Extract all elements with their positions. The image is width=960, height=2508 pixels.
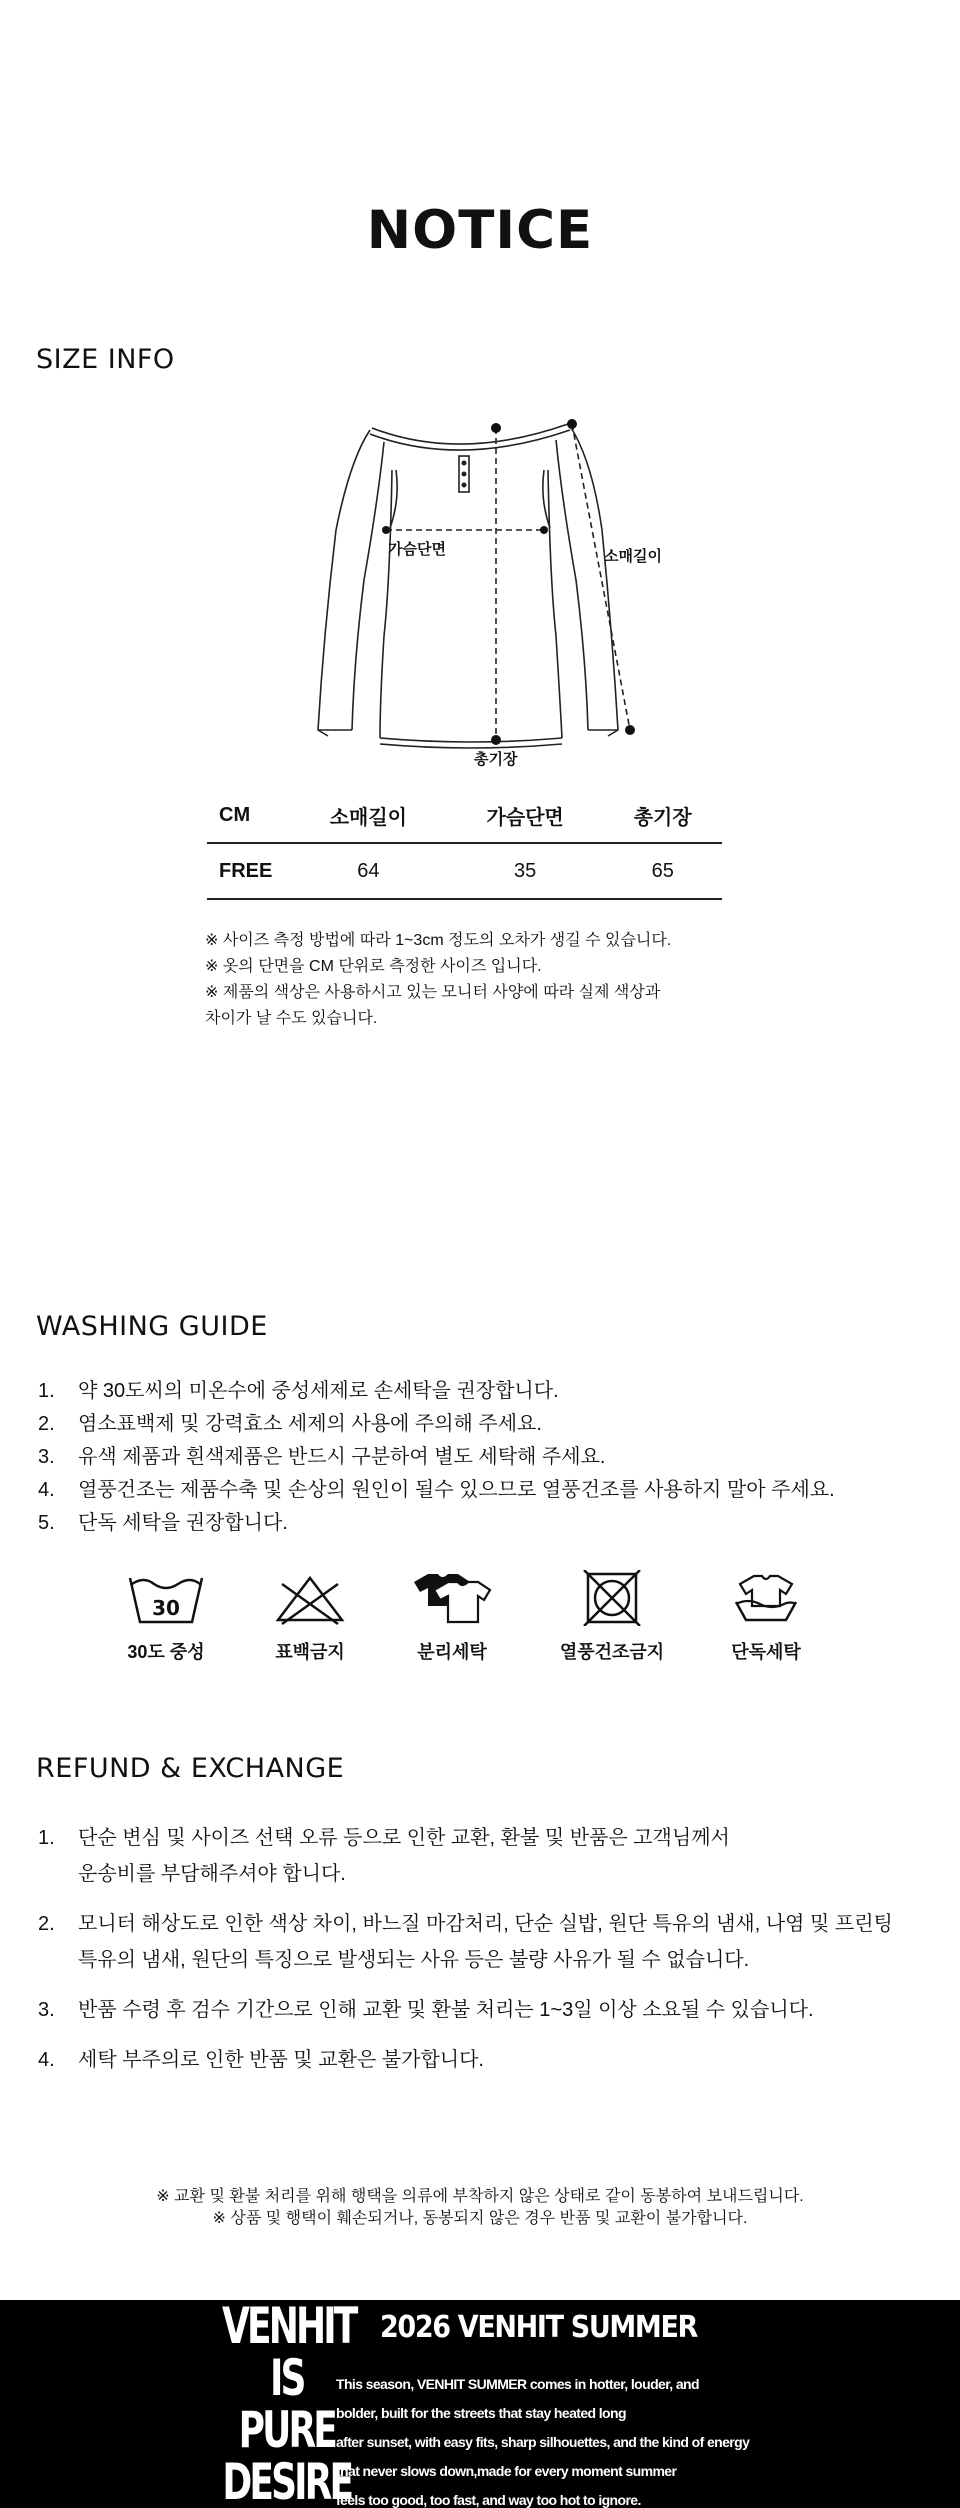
garment-size-diagram bbox=[300, 400, 660, 780]
no-bleach-icon bbox=[268, 1570, 352, 1626]
banner-body bbox=[336, 2370, 776, 2508]
sleeve-label: 소매길이 bbox=[604, 548, 662, 565]
size-note: 차이가 날 수도 있습니다. bbox=[205, 1010, 378, 1027]
logo-line: IS bbox=[270, 2349, 304, 2407]
size-table-cell: 64 bbox=[290, 843, 447, 899]
list-number: 3. bbox=[38, 1446, 55, 1468]
list-number: 2. bbox=[38, 1413, 55, 1435]
list-item bbox=[38, 1992, 918, 2028]
wash-icon-label: 30도 중성 bbox=[127, 1642, 205, 1662]
list-text: 단순 변심 및 사이즈 선택 오류 등으로 인한 교환, 환불 및 반품은 고객님께서 bbox=[78, 1827, 730, 1849]
list-number: 1. bbox=[38, 1827, 55, 1849]
banner-line: feels too good, too fast, and way too hot to ignore. bbox=[336, 2492, 641, 2508]
refund-footnote: ※ 교환 및 환불 처리를 위해 행택을 의류에 부착하지 않은 상태로 같이 동봉하여 보내드립니다. bbox=[156, 2188, 804, 2205]
size-table-header-cell: CM bbox=[207, 788, 290, 843]
list-text: 약 30도씨의 미온수에 중성세제로 손세탁을 권장합니다. bbox=[78, 1380, 559, 1402]
summer-banner bbox=[0, 2300, 960, 2508]
list-item bbox=[38, 2042, 918, 2078]
size-info-heading: SIZE INFO bbox=[36, 344, 175, 375]
notice-title: NOTICE bbox=[366, 200, 594, 261]
refund-footnote: ※ 상품 및 행택이 훼손되거나, 동봉되지 않은 경우 반품 및 교환이 불가합니다. bbox=[212, 2210, 748, 2227]
list-item bbox=[38, 1507, 918, 1540]
logo-line: PURE bbox=[238, 2401, 336, 2459]
list-text: 반품 수령 후 검수 기간으로 인해 교환 및 환불 처리는 1~3일 이상 소요될 수 있습니다. bbox=[78, 1999, 814, 2021]
banner-line: This season, VENHIT SUMMER comes in hotter, louder, and bbox=[336, 2376, 699, 2392]
logo-line: VENHIT bbox=[222, 2300, 356, 2355]
no-bleach-item bbox=[250, 1570, 370, 1664]
banner-line: that never slows down,made for every moment summer bbox=[336, 2463, 677, 2479]
list-text: 유색 제품과 흰색제품은 반드시 구분하여 별도 세탁해 주세요. bbox=[78, 1446, 606, 1468]
wash-icon-label: 열풍건조금지 bbox=[559, 1642, 665, 1662]
size-table-header-cell: 가슴단면 bbox=[447, 788, 604, 843]
list-text: 열풍건조는 제품수축 및 손상의 원인이 될수 있으므로 열풍건조를 사용하지 말아 주세요. bbox=[78, 1479, 835, 1501]
list-item bbox=[38, 1474, 918, 1507]
list-item bbox=[38, 1820, 918, 1892]
wash-alone-item bbox=[706, 1570, 826, 1664]
list-number: 2. bbox=[38, 1913, 55, 1935]
list-number: 5. bbox=[38, 1512, 55, 1534]
no-tumble-dry-icon bbox=[570, 1570, 654, 1626]
list-number: 4. bbox=[38, 2049, 55, 2071]
no-tumble-dry-item bbox=[552, 1570, 672, 1664]
size-note: ※ 옷의 단면을 CM 단위로 측정한 사이즈 입니다. bbox=[205, 958, 542, 975]
wash-30-item bbox=[106, 1570, 226, 1664]
refund-footnotes bbox=[0, 2186, 960, 2230]
size-table-cell: 35 bbox=[447, 843, 604, 899]
size-table-row bbox=[207, 843, 722, 899]
washing-icons bbox=[100, 1570, 840, 1660]
size-note: ※ 사이즈 측정 방법에 따라 1~3cm 정도의 오차가 생길 수 있습니다. bbox=[205, 932, 672, 949]
wash-alone-icon bbox=[724, 1570, 808, 1626]
washing-guide-heading: WASHING GUIDE bbox=[36, 1311, 268, 1342]
list-item bbox=[38, 1408, 918, 1441]
separate-wash-icon bbox=[410, 1570, 494, 1626]
size-table-header-cell: 소매길이 bbox=[290, 788, 447, 843]
size-table-header-cell: 총기장 bbox=[603, 788, 722, 843]
chest-label: 가슴단면 bbox=[388, 541, 446, 558]
size-table-header bbox=[207, 788, 722, 843]
banner-line: bolder, built for the streets that stay heated long bbox=[336, 2405, 626, 2421]
banner-line: after sunset, with easy fits, sharp silhouettes, and the kind of energy bbox=[336, 2434, 750, 2450]
list-text: 세탁 부주의로 인한 반품 및 교환은 불가합니다. bbox=[78, 2049, 484, 2071]
list-number: 1. bbox=[38, 1380, 55, 1402]
separate-wash-item bbox=[392, 1570, 512, 1664]
refund-heading: REFUND & EXCHANGE bbox=[36, 1753, 345, 1784]
list-item bbox=[38, 1441, 918, 1474]
list-text: 단독 세탁을 권장합니다. bbox=[78, 1512, 288, 1534]
size-notes bbox=[205, 928, 765, 1032]
wash-icon-label: 단독세탁 bbox=[731, 1642, 801, 1662]
list-text: 운송비를 부담해주셔야 합니다. bbox=[78, 1863, 346, 1885]
banner-title: 2026 VENHIT SUMMER bbox=[380, 2310, 697, 2345]
list-item bbox=[38, 1906, 918, 1978]
logo-line: DESIRE bbox=[222, 2453, 352, 2508]
wash-icon-label: 표백금지 bbox=[275, 1642, 345, 1662]
list-text: 염소표백제 및 강력효소 세제의 사용에 주의해 주세요. bbox=[78, 1413, 542, 1435]
size-table-cell: FREE bbox=[207, 843, 290, 899]
length-label: 총기장 bbox=[474, 751, 518, 768]
list-text: 특유의 냄새, 원단의 특징으로 발생되는 사유 등은 불량 사유가 될 수 없습니다. bbox=[78, 1949, 750, 1971]
list-number: 4. bbox=[38, 1479, 55, 1501]
brand-logo bbox=[222, 2300, 356, 2508]
wash-temp-text: 30 bbox=[152, 1596, 180, 1620]
list-item bbox=[38, 1375, 918, 1408]
refund-list bbox=[38, 1820, 918, 2078]
wash-30-icon bbox=[124, 1570, 208, 1626]
washing-guide-list bbox=[38, 1375, 918, 1540]
size-table bbox=[207, 788, 722, 900]
list-text: 모니터 해상도로 인한 색상 차이, 바느질 마감처리, 단순 실밥, 원단 특유의 냄새, 나염 및 프린팅 bbox=[78, 1913, 893, 1935]
size-note: ※ 제품의 색상은 사용하시고 있는 모니터 사양에 따라 실제 색상과 bbox=[205, 984, 661, 1001]
size-table-cell: 65 bbox=[603, 843, 722, 899]
wash-icon-label: 분리세탁 bbox=[417, 1642, 487, 1662]
list-number: 3. bbox=[38, 1999, 55, 2021]
